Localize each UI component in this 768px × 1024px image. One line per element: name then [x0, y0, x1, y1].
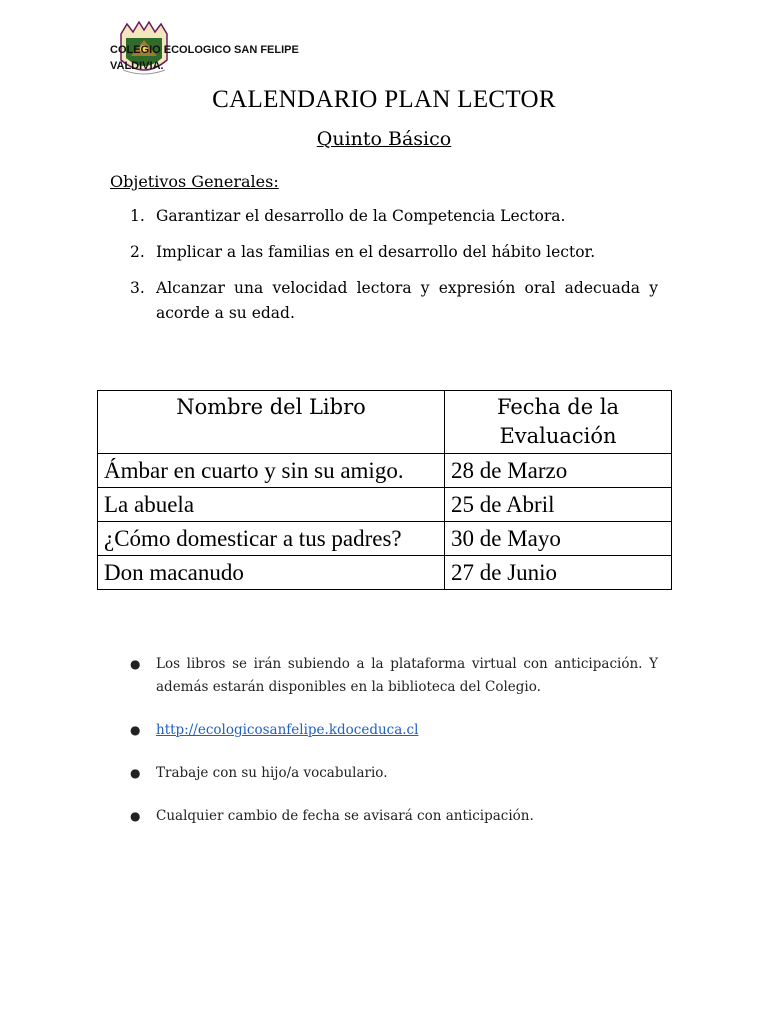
evaluation-date: 25 de Abril [445, 488, 672, 522]
page-title: CALENDARIO PLAN LECTOR [212, 86, 556, 113]
book-name: La abuela [98, 488, 445, 522]
objective-number: 1. [130, 207, 145, 225]
objective-item [130, 240, 658, 265]
objectives-list [130, 204, 658, 337]
page-subtitle: Quinto Básico [316, 128, 452, 150]
objective-number: 3. [130, 279, 145, 297]
bullet-icon: ● [130, 723, 141, 737]
evaluation-date: 28 de Marzo [445, 454, 672, 488]
objectives-heading: Objetivos Generales: [110, 172, 279, 191]
note-text: Trabaje con su hijo/a vocabulario. [156, 765, 388, 781]
objective-item [130, 276, 658, 326]
list-item [130, 762, 658, 785]
evaluation-date: 30 de Mayo [445, 522, 672, 556]
bullet-icon: ● [130, 809, 141, 823]
list-item [130, 805, 658, 828]
objective-text: Implicar a las familias en el desarrollo del hábito lector. [156, 243, 596, 261]
school-name-line1: COLEGIO ECOLOGICO SAN FELIPE [110, 44, 299, 56]
bullet-icon: ● [130, 766, 141, 780]
header-evaluation-date: Fecha de la Evaluación [445, 391, 672, 454]
book-name: Don macanudo [98, 556, 445, 590]
list-item [130, 719, 658, 742]
school-name [110, 42, 299, 74]
table-row [98, 454, 672, 488]
objective-text: Alcanzar una velocidad lectora y expresión oral adecuada y acorde a su edad. [156, 279, 658, 322]
reading-calendar-table [97, 390, 672, 590]
note-text: Cualquier cambio de fecha se avisará con anticipación. [156, 808, 534, 824]
objective-text: Garantizar el desarrollo de la Competencia Lectora. [156, 207, 566, 225]
bullet-icon: ● [130, 657, 141, 671]
table-row [98, 556, 672, 590]
objective-number: 2. [130, 243, 145, 261]
objective-item [130, 204, 658, 229]
note-text: Los libros se irán subiendo a la plataforma virtual con anticipación. Y además estarán disponibles en la biblioteca del Colegio. [156, 656, 658, 695]
header-book-name: Nombre del Libro [98, 391, 445, 454]
table-row [98, 522, 672, 556]
school-name-line2: VALDIVIA. [110, 60, 164, 72]
list-item [130, 653, 658, 699]
book-name: Ámbar en cuarto y sin su amigo. [98, 454, 445, 488]
table-header-row [98, 391, 672, 454]
book-name: ¿Cómo domesticar a tus padres? [98, 522, 445, 556]
table-row [98, 488, 672, 522]
platform-link[interactable]: http://ecologicosanfelipe.kdoceduca.cl [156, 722, 419, 738]
evaluation-date: 27 de Junio [445, 556, 672, 590]
notes-list [130, 653, 658, 848]
